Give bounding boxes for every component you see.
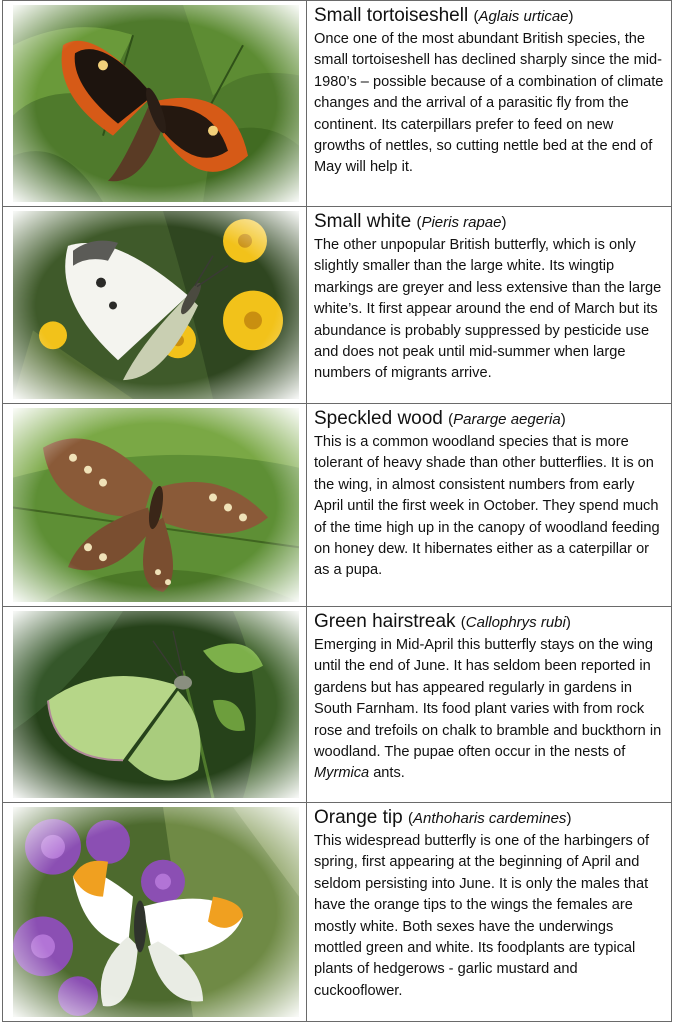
column-divider — [306, 803, 307, 1021]
description-text-end: ants. — [369, 765, 405, 782]
photo-speckled-wood — [13, 408, 299, 602]
table-row — [3, 0, 671, 206]
common-name: Speckled wood — [314, 408, 443, 429]
description-text: Emerging in Mid-April this butterfly stays on the wing until the end of June. It has seldom been reported in gardens but has appeared regularly in gardens in South Farnham. Its food plant varies with from rock rose and trefoils on chalk to bramble and buckthorn in woodland. The pupae often occur in the nests of — [314, 637, 662, 761]
species-description: This widespread butterfly is one of the harbingers of spring, first appearing at the beginning of April and seldom persisting into June. It is only the males that have the orange tips to the wings the females are mostly white. Both sexes have the underwings mottled green and white. Its foodplants are typical plants of hedgerows - garlic mustard and cuckooflower. — [314, 833, 650, 999]
scientific-name: Pararge aegeria — [453, 411, 561, 428]
column-divider — [306, 207, 307, 403]
photo-small-tortoiseshell — [13, 5, 299, 202]
scientific-name: Callophrys rubi — [465, 614, 566, 631]
common-name: Orange tip — [314, 807, 403, 828]
species-title: Orange tip (Anthoharis cardemines) — [314, 807, 572, 828]
species-title: Speckled wood (Pararge aegeria) — [314, 408, 566, 429]
species-description: The other unpopular British butterfly, which is only slightly smaller than the large white. Its wingtip markings are greyer and less extensive than the large white’s. It first appear around the end of March but its abundance is probably suppressed by pesticide use and does not peak until mid-summer when large numbers of migrants arrive. — [314, 237, 662, 382]
species-title: Small white (Pieris rapae) — [314, 211, 507, 232]
photo-orange-tip — [13, 807, 299, 1017]
scientific-name: Pieris rapae — [421, 214, 502, 231]
column-divider — [306, 607, 307, 802]
common-name: Green hairstreak — [314, 611, 456, 632]
common-name: Small tortoiseshell — [314, 5, 469, 26]
species-description: Once one of the most abundant British species, the small tortoiseshell has declined sharply since the mid-1980’s – possible because of a combination of climate changes and the arrival of a parasitic fly from the continent. Its caterpillars prefer to feed on new growths of nettles, so cutting nettle bed at the end of May will help it. — [314, 31, 664, 176]
scientific-name: Anthoharis cardemines — [413, 810, 567, 827]
column-divider — [306, 1, 307, 206]
species-description: This is a common woodland species that is more tolerant of heavy shade than other butterflies. It is on the wing, in almost consistent numbers from early April until the first week in October. They spend much of the time high up in the canopy of woodland feeding on honey dew. It hibernates either as a caterpillar or as a pupa. — [314, 434, 660, 579]
species-title: Small tortoiseshell (Aglais urticae) — [314, 5, 574, 26]
table-row — [3, 802, 671, 1021]
species-text — [314, 806, 665, 1002]
species-description — [314, 635, 665, 785]
column-divider — [306, 404, 307, 606]
table-row — [3, 606, 671, 802]
common-name: Small white — [314, 211, 412, 232]
butterfly-table — [2, 0, 672, 1022]
species-text — [314, 210, 665, 385]
species-text — [314, 4, 665, 179]
scientific-name: Aglais urticae — [478, 8, 569, 25]
species-title: Green hairstreak (Callophrys rubi) — [314, 611, 571, 632]
description-genus: Myrmica — [314, 765, 370, 782]
table-row — [3, 206, 671, 403]
table-row — [3, 403, 671, 606]
photo-green-hairstreak — [13, 611, 299, 798]
species-text — [314, 407, 665, 582]
species-text — [314, 610, 665, 785]
photo-small-white — [13, 211, 299, 399]
